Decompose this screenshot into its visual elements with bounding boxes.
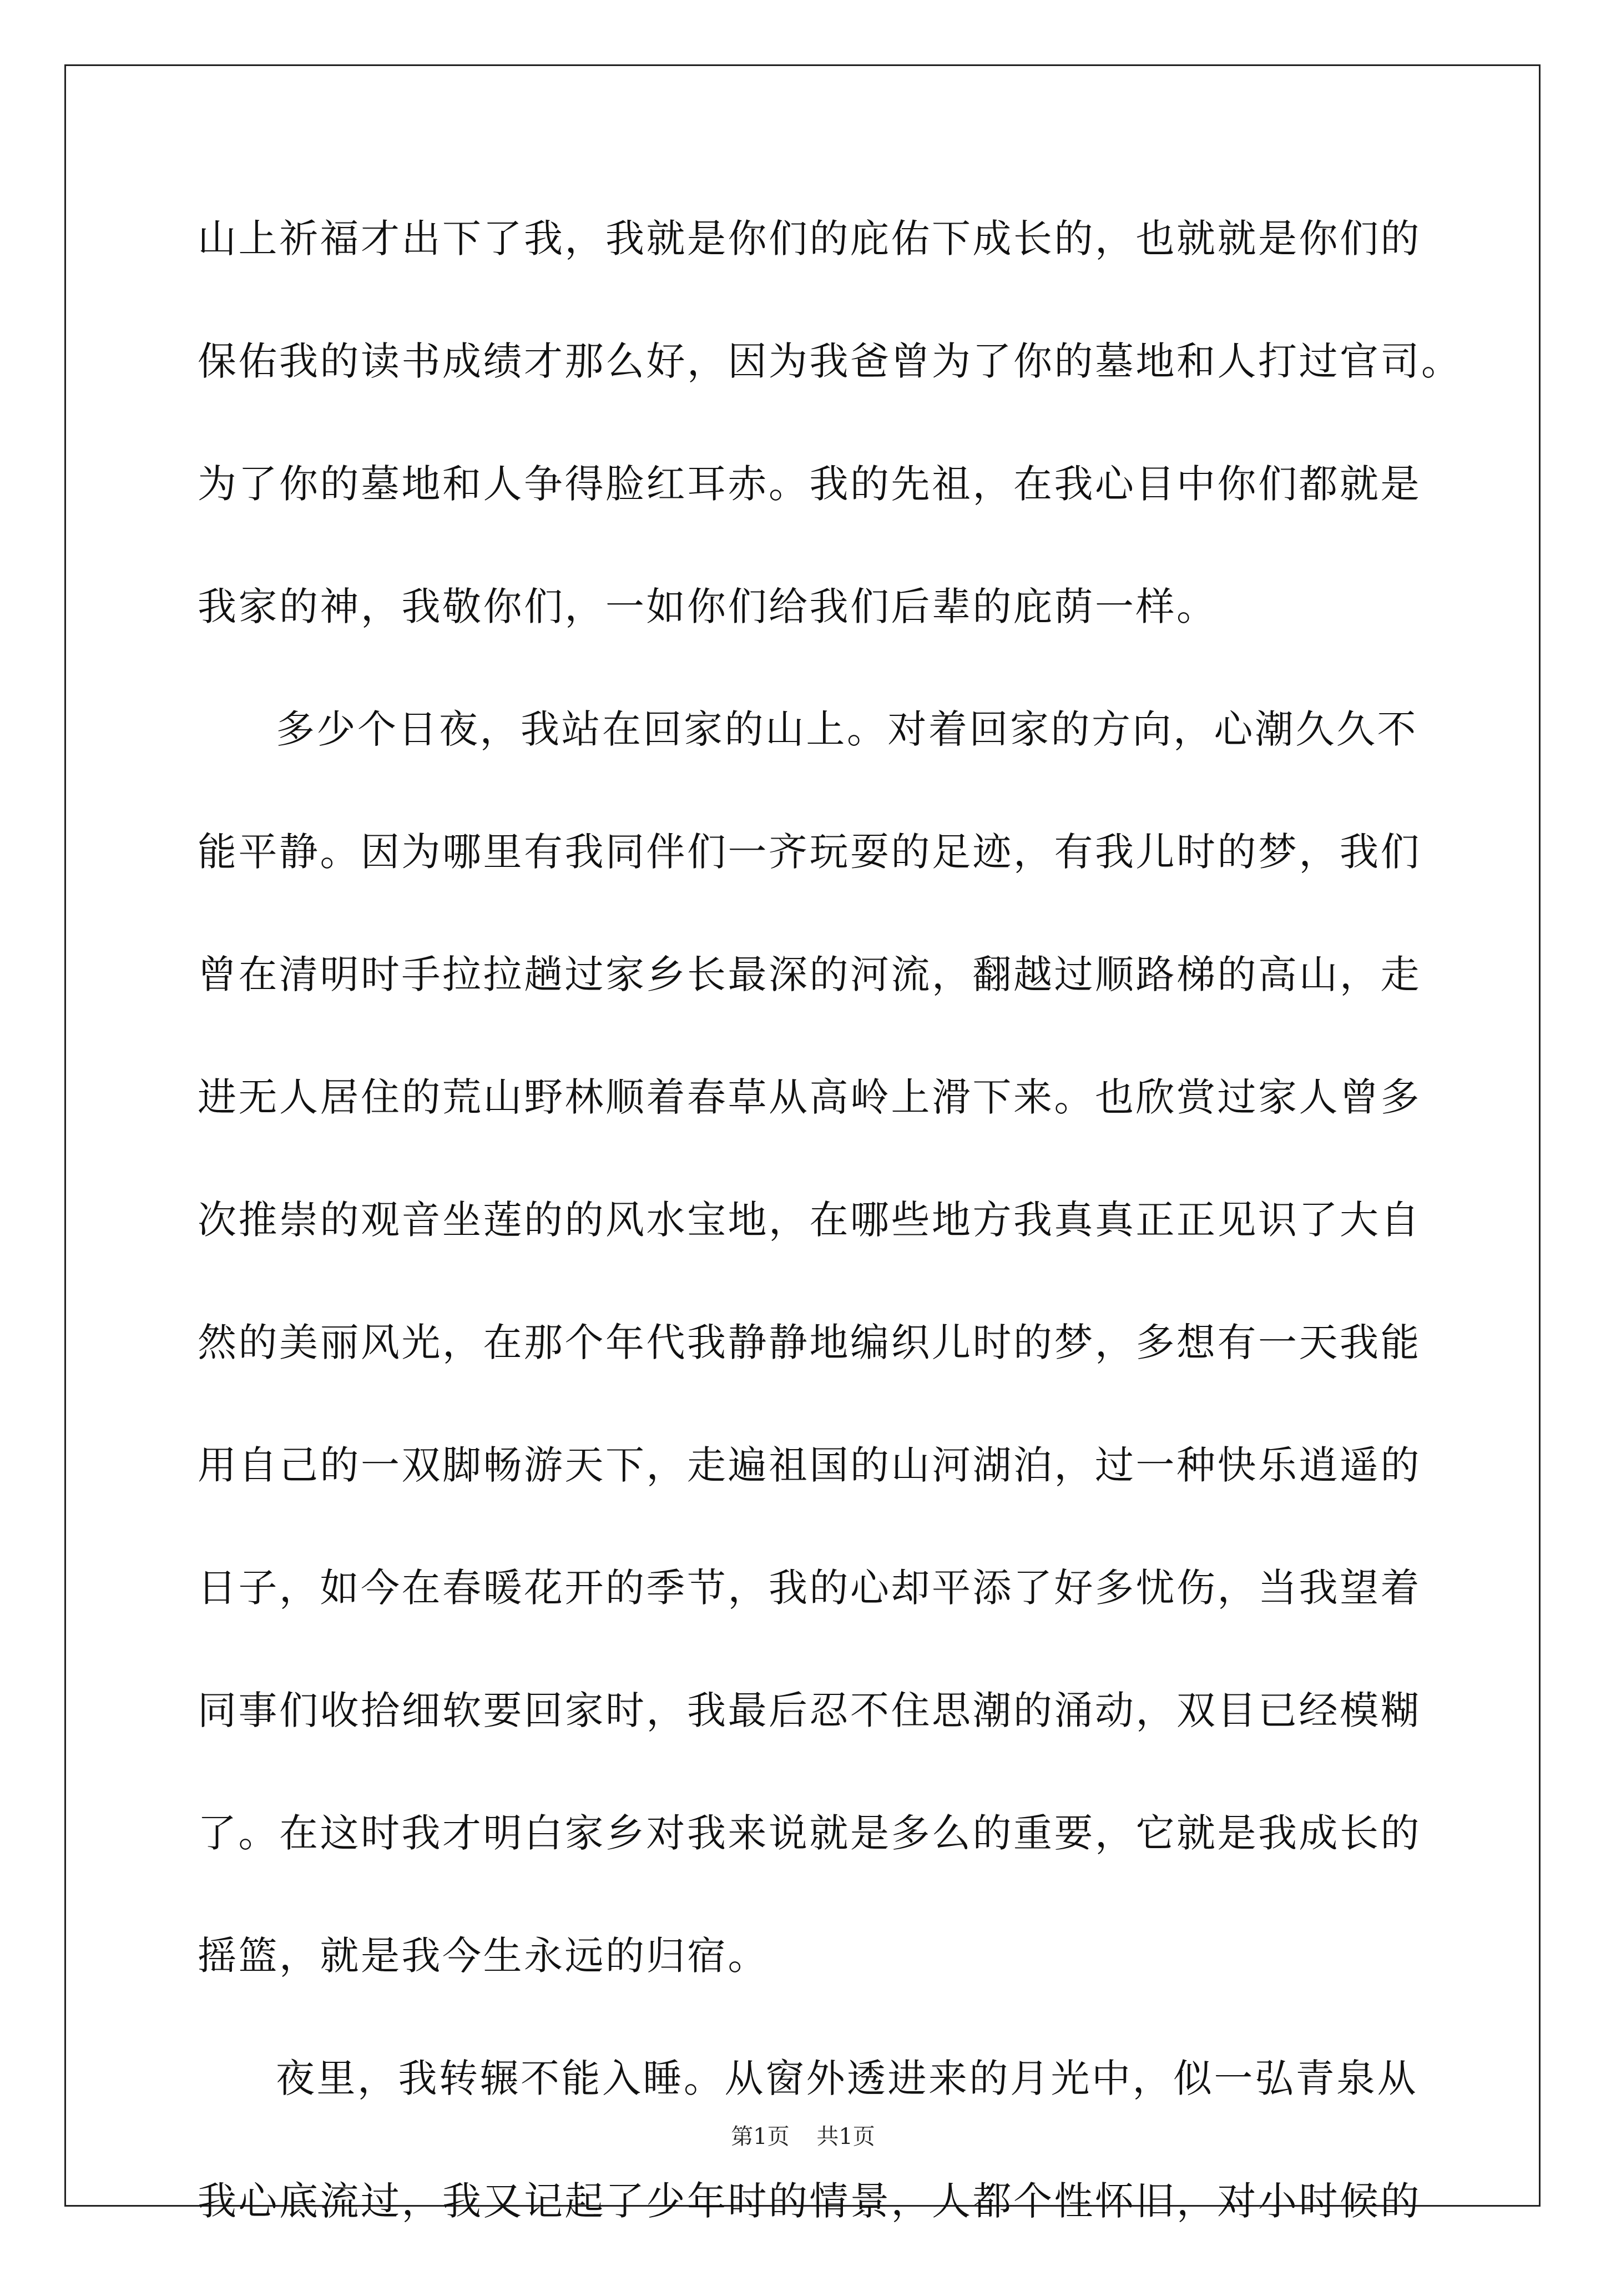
text-line: 我心底流过，我又记起了少年时的情景，人都个性怀旧，对小时候的 [198,2178,1421,2224]
text-line: 保佑我的读书成绩才那么好，因为我爸曾为了你的墓地和人打过官司。 [198,339,1462,384]
text-line: 山上祈福才出下了我，我就是你们的庇佑下成长的，也就就是你们的 [198,216,1421,261]
text-line: 了。在这时我才明白家乡对我来说就是多么的重要，它就是我成长的 [198,1810,1421,1856]
page-number: 第1页 [731,2124,790,2149]
text-line: 为了你的墓地和人争得脸红耳赤。我的先祖，在我心目中你们都就是 [198,461,1421,507]
text-line: 曾在清明时手拉拉趟过家乡长最深的河流，翻越过顺路梯的高山，走 [198,952,1421,997]
text-line: 进无人居住的荒山野林顺着春草从高岭上滑下来。也欣赏过家人曾多 [198,1074,1421,1120]
document-body [198,211,1462,2296]
text-line: 夜里，我转辗不能入睡。从窗外透进来的月光中，似一弘青泉从 [276,2056,1418,2101]
text-line: 多少个日夜，我站在回家的山上。对着回家的方向，心潮久久不 [276,707,1418,752]
text-line: 日子，如今在春暖花开的季节，我的心却平添了好多忧伤，当我望着 [198,1565,1421,1611]
page-total: 共1页 [816,2124,875,2149]
text-line: 然的美丽风光，在那个年代我静静地编织儿时的梦，多想有一天我能 [198,1320,1421,1365]
text-line: 用自己的一双脚畅游天下，走遍祖国的山河湖泊，过一种快乐逍遥的 [198,1442,1421,1488]
text-line: 同事们收拾细软要回家时，我最后忍不住思潮的涌动，双目已经模糊 [198,1688,1421,1733]
page-footer [0,2123,1606,2151]
text-line: 次推崇的观音坐莲的的风水宝地，在哪些地方我真真正正见识了大自 [198,1197,1421,1243]
text-line: 我家的神，我敬你们，一如你们给我们后辈的庇荫一样。 [198,584,1218,629]
text-line: 能平静。因为哪里有我同伴们一齐玩耍的足迹，有我儿时的梦，我们 [198,829,1421,875]
text-line: 摇篮，就是我今生永远的归宿。 [198,1933,769,1979]
